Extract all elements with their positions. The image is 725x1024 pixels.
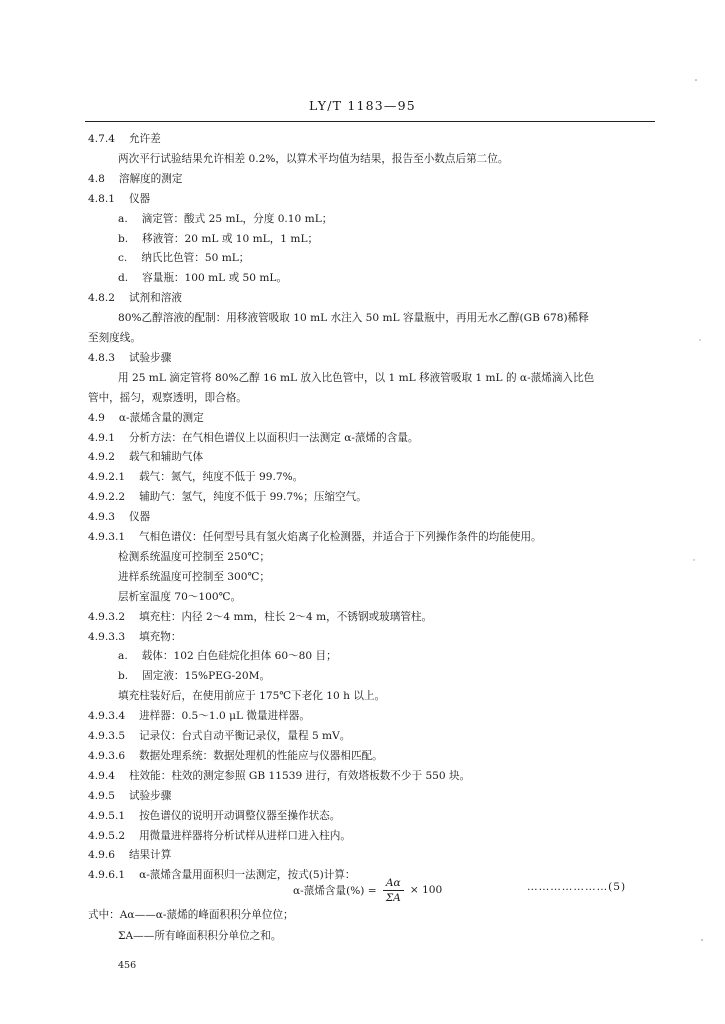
text-line [118,309,589,328]
text-line [88,289,182,308]
clause-number: 4.8 [88,172,105,185]
text-line [88,488,367,507]
clause-text: 试剂和溶液 [128,292,182,305]
text-line [118,210,332,229]
text-line [118,369,594,388]
formula-numerator: Aα [383,876,404,891]
text-line [88,807,340,826]
running-header: LY/T 1183—95 [309,98,416,113]
clause-text: 填充柱装好后，在使用前应于 175℃下老化 10 h 以上。 [118,690,386,703]
text-line [118,230,318,249]
clause-number: b. [118,232,129,245]
text-line [118,588,241,607]
text-line [118,249,249,268]
clause-number: 4.9.6.1 [88,869,126,882]
formula-5 [293,872,442,908]
clause-text: 容量瓶：100 mL 或 50 mL。 [142,272,288,285]
equation-number: …………………(5) [527,881,627,893]
clause-text: 允许差 [128,133,161,145]
text-line [88,767,470,786]
text-line [88,468,303,487]
text-line [88,608,432,627]
text-line [118,548,270,567]
clause-number: 4.9.5.1 [88,809,126,822]
clause-text: 仪器 [128,192,151,205]
clause-text: 载气：氮气，纯度不低于 99.7%。 [139,471,304,484]
clause-text: 试验步骤 [128,351,172,364]
clause-text: 管中，摇匀，观察透明，即合格。 [88,391,247,404]
clause-text: α-蒎烯含量用面积归一法测定，按式(5)计算： [139,869,356,882]
clause-number: 4.9.2 [88,451,115,464]
clause-text: 载气和辅助气体 [128,451,204,464]
clause-text: 进样系统温度可控制至 300℃； [118,570,270,583]
where-line-1: 式中：Aα——α-蒎烯的峰面积积分单位位； [88,909,294,921]
text-line [118,568,270,587]
scan-edge-marks [690,40,710,1000]
text-line [118,667,270,686]
text-line [88,747,383,766]
clause-text: 试验步骤 [128,789,172,802]
clause-text: 填充物： [139,630,182,643]
clause-number: 4.9.5 [88,789,115,802]
clause-number: 4.9.3.2 [88,610,126,623]
clause-text: 仪器 [128,511,151,524]
clause-number: 4.9.1 [88,431,115,444]
clause-number: 4.9.3.6 [88,749,126,762]
clause-text: 气相色谱仪：任何型号具有氢火焰离子化检测器，并适合于下列操作条件的均能使用。 [139,531,542,543]
clause-text: 记录仪：台式自动平衡记录仪，量程 5 mV。 [139,730,351,742]
text-line [118,647,337,666]
clause-number: 4.9.2.2 [88,491,126,504]
clause-text: 分析方法：在气相色谱仪上以面积归一法测定 α-蒎烯的含量。 [128,431,419,444]
text-line [88,727,350,746]
text-line [118,150,508,169]
clause-number: b. [118,670,129,683]
text-line [88,528,542,547]
clause-number: 4.8.3 [88,351,115,364]
clause-text: 层析室温度 70～100℃。 [118,590,242,603]
clause-number: 4.9.3 [88,511,115,524]
clause-text: 填充柱：内径 2～4 mm，柱长 2～4 m，不锈钢或玻璃管柱。 [139,610,433,623]
clause-text: 检测系统温度可控制至 250℃； [118,550,270,563]
clause-text: 两次平行试验结果允许相差 0.2%，以算术平均值为结果，报告至小数点后第二位。 [118,152,509,165]
formula-denominator: ΣA [385,891,401,904]
text-line [88,448,203,467]
clause-text: 滴定管：酸式 25 mL，分度 0.10 mL； [141,212,333,225]
clause-text: 柱效能：柱效的测定参照 GB 11539 进行，有效塔板数不少于 550 块。 [128,769,471,782]
clause-number: 4.8.1 [88,192,115,205]
clause-number: 4.9.4 [88,769,115,782]
formula-lhs: α-蒎烯含量(%) = [293,884,377,897]
clause-number: c. [118,252,128,265]
clause-number: 4.9.3.4 [88,710,126,723]
text-line [88,846,171,865]
clause-text: 按色谱仪的说明开动调整仪器至操作状态。 [139,809,341,822]
page-number: 456 [118,960,137,971]
clause-text: 移液管：20 mL 或 10 mL，1 mL； [142,232,319,245]
text-line [88,170,182,189]
clause-number: 4.9.3.3 [88,630,126,643]
text-line [88,429,419,448]
clause-text: 数据处理系统：数据处理机的性能应与仪器相匹配。 [139,749,383,762]
text-line [88,827,351,846]
clause-number: 4.9.6 [88,849,115,862]
clause-text: 至刻度线。 [88,332,141,344]
where-line-2: ΣA——所有峰面积积分单位之和。 [118,930,282,942]
clause-text: 辅助气：氢气，纯度不低于 99.7%；压缩空气。 [139,491,367,504]
clause-text: 进样器：0.5～1.0 μL 微量进样器。 [139,710,310,723]
clause-number: a. [118,650,128,663]
text-line [118,687,385,706]
clause-text: 载体：102 白色硅烷化担体 60～80 目； [141,650,337,663]
clause-text: 结果计算 [128,849,172,862]
clause-text: 80%乙醇溶液的配制：用移液管吸取 10 mL 水注入 50 mL 容量瓶中，再用无水乙醇(GB 678)稀释 [118,312,589,325]
clause-number: d. [118,272,129,285]
text-line [88,130,161,149]
text-line [88,508,150,527]
clause-text: 用微量进样器将分析试样从进样口进入柱内。 [139,829,351,842]
text-line [88,628,181,647]
text-line [88,349,171,368]
clause-number: 4.9.5.2 [88,829,126,842]
clause-number: 4.9 [88,411,105,424]
clause-number: 4.8.2 [88,292,115,305]
clause-text: 固定液：15%PEG-20M。 [142,670,271,683]
formula-rhs: × 100 [409,884,443,896]
clause-number: 4.7.4 [88,133,115,145]
text-line [88,329,141,348]
clause-text: α-蒎烯含量的测定 [118,411,204,424]
clause-number: 4.9.3.5 [88,730,126,742]
clause-number: a. [118,212,128,225]
formula-fraction [383,876,404,905]
clause-text: 溶解度的测定 [118,172,183,185]
clause-number: 4.9.3.1 [88,531,126,543]
clause-text: 用 25 mL 滴定管将 80%乙醇 16 mL 放入比色管中，以 1 mL 移液管吸取 1 mL 的 α-蒎烯滴入比色 [118,371,595,384]
header-rule [85,121,655,122]
text-line [88,409,204,428]
text-line [88,190,150,209]
text-line [88,787,171,806]
text-line [118,269,287,288]
clause-number: 4.9.2.1 [88,471,126,484]
text-line [88,389,247,408]
text-line [88,707,310,726]
clause-text: 纳氏比色管：50 mL； [141,252,250,265]
